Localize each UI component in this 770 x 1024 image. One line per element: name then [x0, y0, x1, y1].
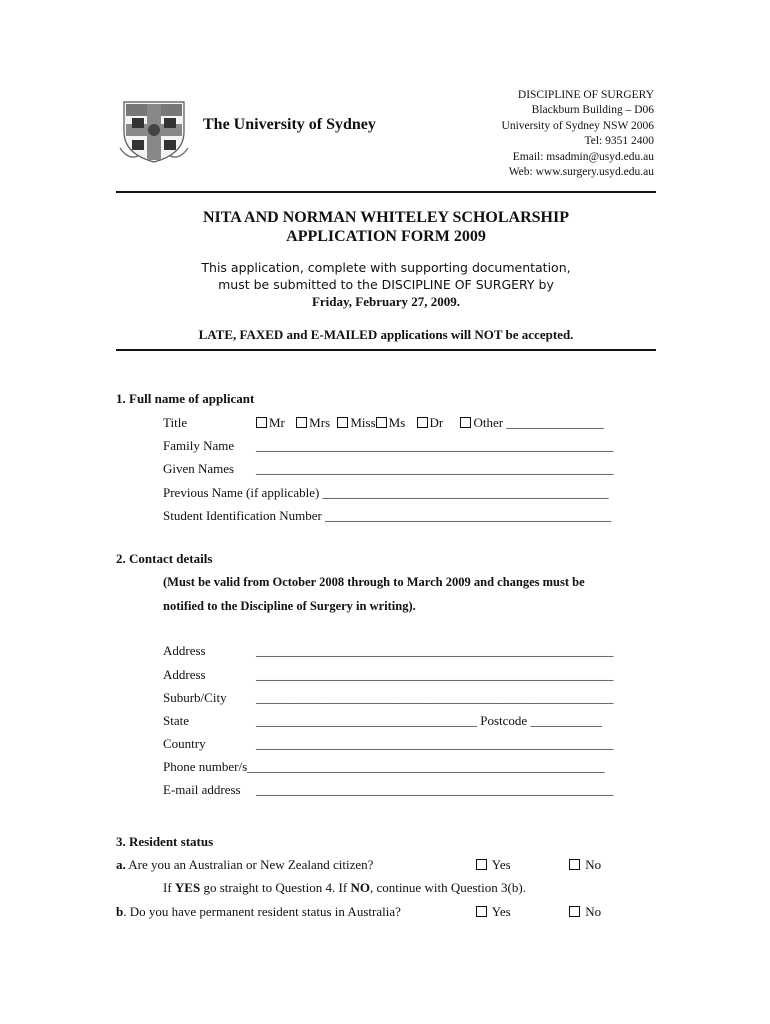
state-label: State — [163, 713, 189, 728]
checkbox-icon[interactable] — [476, 906, 487, 917]
question-letter: a. — [116, 857, 126, 872]
country-label: Country — [163, 736, 206, 751]
checkbox-icon[interactable] — [376, 417, 387, 428]
student-id-label: Student Identification Number — [163, 508, 322, 523]
title-option-miss[interactable]: Miss — [337, 415, 375, 430]
title-option-mrs[interactable]: Mrs — [296, 415, 330, 430]
university-crest-icon — [118, 96, 190, 164]
postcode-label: Postcode — [480, 713, 528, 728]
university-name: The University of Sydney — [203, 116, 376, 133]
title-label: Title — [163, 415, 188, 430]
resident-no-option[interactable]: No — [569, 904, 601, 920]
checkbox-icon[interactable] — [256, 417, 267, 428]
address-line: Tel: 9351 2400 — [584, 135, 654, 148]
given-names-field[interactable]: _______________________________________________________ — [256, 461, 614, 476]
section-heading-contact-details: 2. Contact details — [116, 551, 213, 566]
checkbox-icon[interactable] — [417, 417, 428, 428]
question-3a — [116, 857, 373, 873]
contact-note-line: (Must be valid from October 2008 through to March 2009 and changes must be — [163, 575, 585, 589]
given-names-label: Given Names — [163, 461, 235, 476]
citizen-no-option[interactable]: No — [569, 857, 601, 873]
address-line: University of Sydney NSW 2006 — [501, 119, 654, 132]
title-option-mr[interactable]: Mr — [256, 415, 285, 430]
address-label: Address — [163, 643, 206, 658]
address-line: Blackburn Building – D06 — [531, 104, 654, 117]
family-name-field[interactable]: _______________________________________________________ — [256, 438, 614, 453]
phone-label: Phone number/s — [163, 759, 248, 774]
checkbox-icon[interactable] — [569, 906, 580, 917]
title-options — [256, 415, 604, 431]
student-id-field[interactable]: ____________________________________________ — [325, 508, 612, 523]
form-title-line: APPLICATION FORM 2009 — [286, 228, 486, 245]
address-label: Address — [163, 667, 206, 682]
address-line: Email: msadmin@usyd.edu.au — [512, 150, 654, 163]
suburb-label: Suburb/City — [163, 690, 227, 705]
late-notice: LATE, FAXED and E-MAILED applications will NOT be accepted. — [198, 327, 574, 342]
contact-note-line: notified to the Discipline of Surgery in writing). — [163, 599, 416, 613]
submission-instructions — [116, 259, 656, 310]
country-field[interactable]: _______________________________________________________ — [256, 736, 614, 751]
question-text: Are you an Australian or New Zealand citizen? — [128, 857, 374, 872]
section-heading-resident-status: 3. Resident status — [116, 834, 214, 849]
previous-name-field[interactable]: ____________________________________________ — [322, 485, 609, 500]
instruction-line: must be submitted to the DISCIPLINE OF SURGERY by — [218, 277, 554, 292]
header-divider — [116, 191, 656, 193]
title-option-ms[interactable]: Ms — [376, 415, 406, 430]
form-title — [116, 208, 656, 246]
title-option-dr[interactable]: Dr — [417, 415, 444, 430]
address-line: DISCIPLINE OF SURGERY — [517, 89, 654, 101]
checkbox-icon[interactable] — [337, 417, 348, 428]
state-field[interactable]: __________________________________ — [256, 713, 477, 728]
section-heading-applicant-name: 1. Full name of applicant — [116, 391, 255, 406]
previous-name-label: Previous Name (if applicable) — [163, 485, 320, 500]
checkbox-icon[interactable] — [569, 859, 580, 870]
email-label: E-mail address — [163, 782, 241, 797]
previous-name-row — [163, 485, 609, 501]
question-letter: b — [116, 904, 124, 919]
checkbox-icon[interactable] — [296, 417, 307, 428]
question-3-instruction: If YES go straight to Question 4. If NO, continue with Question 3(b). — [163, 880, 526, 895]
email-field[interactable]: _______________________________________________________ — [256, 782, 614, 797]
checkbox-icon[interactable] — [476, 859, 487, 870]
title-divider — [116, 349, 656, 351]
phone-field[interactable]: _______________________________________________________ — [247, 759, 605, 774]
question-text: . Do you have permanent resident status in Australia? — [123, 904, 401, 919]
address-field[interactable]: _______________________________________________________ — [256, 667, 614, 682]
deadline: Friday, February 27, 2009. — [311, 294, 461, 309]
resident-yes-option[interactable]: Yes — [476, 904, 511, 920]
family-name-label: Family Name — [163, 438, 235, 453]
instruction-line: This application, complete with supporting documentation, — [201, 260, 571, 275]
form-title-line: NITA AND NORMAN WHITELEY SCHOLARSHIP — [203, 209, 569, 226]
address-line: Web: www.surgery.usyd.edu.au — [508, 166, 654, 179]
student-id-row — [163, 508, 611, 524]
postcode-field[interactable]: ___________ — [530, 713, 602, 728]
title-option-other[interactable]: Other — [460, 415, 503, 430]
citizen-yes-option[interactable]: Yes — [476, 857, 511, 873]
other-title-field[interactable]: _______________ — [506, 415, 604, 430]
phone-row — [163, 759, 605, 775]
question-3b — [116, 904, 401, 920]
suburb-field[interactable]: _______________________________________________________ — [256, 690, 614, 705]
address-field[interactable]: _______________________________________________________ — [256, 643, 614, 658]
state-postcode-row — [256, 713, 602, 729]
department-address — [502, 88, 654, 180]
checkbox-icon[interactable] — [460, 417, 471, 428]
